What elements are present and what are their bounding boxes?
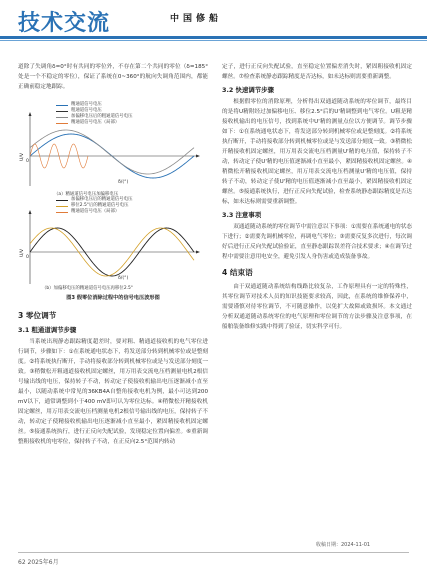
section-heading-4: 4 结束语 <box>222 268 253 277</box>
legend-b-item <box>56 209 132 215</box>
legend-b-label-2: 移位2.5°后的精通道信号电压 <box>71 203 129 208</box>
subsection-heading-3-1: 3.1 粗通道调节步骤 <box>18 326 77 334</box>
figure-3 <box>18 94 208 299</box>
legend-b-label-1: 加偏移电压后的精通道信号电压 <box>71 197 133 202</box>
legend-a-label-2: 粗通道信号电压 <box>71 108 102 113</box>
zero-label-b: 0 <box>26 255 29 260</box>
magazine-name: 中国修船 <box>170 14 223 24</box>
coarse-offset-wave-a <box>30 130 194 174</box>
right-paragraph-notes: 双通道随动系统的零位调节中需注意以下事项：①需要在系统通电的状态下进行；②需要先调机械零位，再调电气零位；③需要反复多次进行，每次调好后进行正反向失配试验验证，直至静态跟踪误差符合技术要求；④在调节过程中需要注意用电安全，避免引发人身伤害或造成装备事故。 <box>222 224 412 260</box>
subsection-heading-3-3: 3.3 注意事项 <box>222 211 262 219</box>
zero-label-a: 0 <box>26 159 29 164</box>
legend-a-item <box>56 120 132 126</box>
legend-b <box>56 197 132 215</box>
right-paragraph-top: 定子，进行正反向失配试验，直至稳定位置偏差消失时，紧固粗接收机固定螺丝。⑦检查系统静态跟踪精度是否达标，如未达标则需要重新调整。 <box>222 64 412 80</box>
legend-a-label-1: 精通道信号电压 <box>71 102 102 107</box>
arrow-y-a <box>29 112 32 116</box>
arrow-x-a <box>196 155 200 158</box>
arrow-y-b <box>29 210 32 214</box>
y-axis-label-b: U/V <box>20 248 26 258</box>
section-heading-3: 3 零位调节 <box>18 311 57 320</box>
subsection-heading-3-2: 3.2 快速调节步骤 <box>222 86 274 94</box>
right-paragraph-quick-steps: 根据假零位的消除原理，分析得出双通道随动系统的零位调节，最终目的是将U精附经过加偏移电压、移位2.5°后的U'精调整到电气零位。U粗是精接收机输出的电压信号，找到系统中U'精的测量点位以方便调节。调节步骤如下：①在系统通电状态下，将发送部分转到机械零位或是整刻度。②将系统执行断开，手动将接收部分转到机械零位或是与发送部分刻度一致。③稍微松开精接收机固定螺丝，用万用表交流电压档测量U'精的电压值，保持转子不动，转动定子使U'精的电压值逐渐减小直至最小，紧固精接收机固定螺丝。④稍微松开精接收机固定螺丝，用万用表交流电压档测量U'精的电压值，保持转子不动，转动定子使U'精的电压值逐渐减小直至最小，紧固精接收机固定螺丝。⑤接通系统执行，进行正反向失配试验，检查系统静态跟踪精度是否达标，如未达标则需要重新调整。 <box>222 99 412 205</box>
subcaption-b: （b）加偏移电压的精通道信号电压再移位2.5° <box>42 286 133 291</box>
x-axis-label-b: δ/(°) <box>118 276 129 281</box>
right-column <box>222 62 412 332</box>
page-header <box>0 0 427 52</box>
legend-a-label-3: 加偏移电压后的粗通道信号电压 <box>71 114 133 119</box>
left-paragraph-top: 道除了失调角δ=0°时有共同的零位外，不存在第二个共同的零位（δ=185°处是一个不稳定的零位），保证了系统在0~360°的航向失调角范围内，都能正确前稳定地跟踪。 <box>18 64 208 90</box>
left-column <box>18 62 208 447</box>
legend-a-label-4: 精通道信号电压（局部） <box>71 120 120 125</box>
received-date: 收稿日期：2024-11-01 <box>316 542 371 548</box>
x-axis-label-a: δ/(°) <box>118 180 129 185</box>
header-rule <box>0 36 427 39</box>
legend-b-label-3: 精通道信号电压（局部） <box>71 209 120 214</box>
footer-rule <box>18 552 409 553</box>
figure-caption: 图3 假零位消除过程中的信号电压波形图 <box>66 295 160 301</box>
header-rule-thin <box>0 40 427 41</box>
legend-a <box>56 102 132 126</box>
right-paragraph-conclusion: 由于双通道随动系统结构线路比较复杂，工作原理具有一定的特殊性，其零位调节对技术人员的知识技能要求较高，因此，在系统的维修保养中，需要谨慎对待零位调节，不可随意操作，以免扩大故障或致损坏。本文通过分析双通道随动系统零位的电气原理和零位调节的方法步骤及注意事项，在船舶装备维修实践中得到了验证，切实科学可行。 <box>222 284 412 330</box>
arrow-x-b <box>196 251 200 254</box>
y-axis-label-a: U/V <box>20 152 26 162</box>
left-paragraph-body: 当系统出现静态跟踪精度超差时，要对粗、精通道接收机的电气零位进行调节，步骤如下：①在系统通电状态下，将发送部分转到机械零位或是整刻度。②将系统执行断开，手动将接收部分转到机械零位或是与发送部分刻度一致。③稍微松开粗通道接收机固定螺丝，用万用表交流电压档测量电机2根信号输出线的电压，保持转子不动，转动定子使接收机输出电压逐渐减小直至最小，以随动系统中常见的36KB4A自整角接收电机为例，最小可达到200 mV以下，通常调整到小于400 mV即可认为零位达标。④稍微松开精接收机固定螺丝，用万用表交流电压档测量电机2根信号输出线的电压，保持转子不动，转动定子使精接收机输出电压逐渐减小直至最小，紧固精接收机固定螺丝。⑤接通系统执行，进行正反向失配试验，发现稳定位置向偏差。⑥重新调整粗接收机的电零位，保持转子不动，在正反向2.5°范围内转动 <box>18 339 208 445</box>
subcaption-a: （a）精通道信号电压加偏移电压 <box>54 192 119 197</box>
panel-b <box>29 210 201 284</box>
page-number: 62 2025年6月 <box>18 559 59 566</box>
section-title: 技术交流 <box>18 11 111 36</box>
